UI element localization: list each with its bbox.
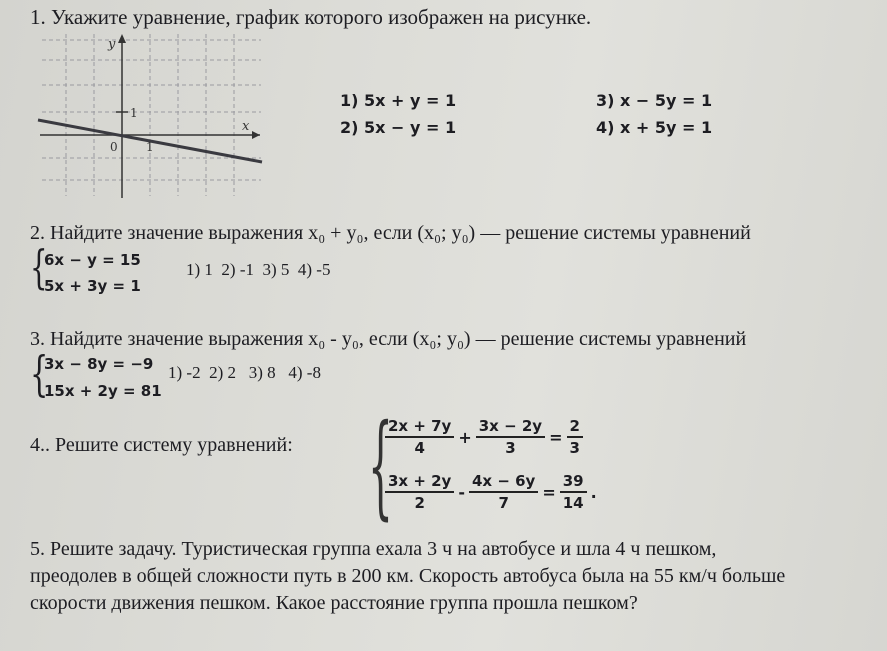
q4-eq2-result-den: 14 (562, 494, 584, 512)
q4-brace: { (368, 401, 393, 531)
q4-equation-1 (384, 417, 584, 457)
graph-origin-label: 0 (110, 140, 118, 154)
q2-title: 2. Найдите значение выражения x₀ + y₀, если (x₀; y₀) — решение системы уравнений (30, 222, 751, 244)
q4-eq2-frac1 (385, 472, 454, 512)
q1-graph (36, 30, 264, 200)
q1-option-1: 1) 5x + y = 1 (340, 91, 457, 110)
q2-system-eq2: 5x + 3y = 1 (44, 277, 141, 295)
q1-title: 1. Укажите уравнение, график которого изображен на рисунке. (30, 5, 592, 29)
q4-eq2-result (560, 472, 587, 512)
q4-eq1-frac1-den: 4 (414, 439, 425, 457)
q3-brace: { (30, 346, 49, 402)
q4-eq2-op: - (458, 482, 465, 502)
q2-system-eq1: 6x − y = 15 (44, 251, 141, 269)
q4-eq2-frac2 (469, 472, 538, 512)
graph-tick-x1: 1 (146, 140, 154, 154)
q4-eq1-frac2 (476, 417, 545, 457)
q4-eq1-frac1 (385, 417, 454, 457)
q5-line-3: скорости движения пешком. Какое расстояние группа прошла пешком? (30, 592, 638, 614)
q1-option-4: 4) x + 5y = 1 (596, 118, 713, 137)
q4-eq2-frac2-num: 4x − 6y (469, 472, 538, 493)
q4-eq2-period: . (590, 482, 597, 502)
q5-line-2: преодолев в общей сложности путь в 200 км. Скорость автобуса была на 55 км/ч больше (30, 565, 786, 587)
q4-eq2-frac1-den: 2 (414, 494, 425, 512)
graph-y-label: y (108, 37, 116, 52)
q4-eq2-frac1-num: 3x + 2y (385, 472, 454, 493)
graph-tick-y1: 1 (130, 106, 138, 120)
q4-eq2-equals: = (542, 482, 556, 502)
q4-equation-2 (384, 472, 600, 512)
q4-eq1-result-den: 3 (569, 439, 580, 457)
q4-eq1-equals: = (549, 427, 563, 447)
q2-brace: { (30, 240, 48, 294)
q4-eq1-frac1-num: 2x + 7y (385, 417, 454, 438)
q4-eq2-result-num: 39 (560, 472, 587, 493)
q1-option-3: 3) x − 5y = 1 (596, 91, 713, 110)
q4-title: 4.. Решите систему уравнений: (30, 434, 293, 456)
q4-eq1-op: + (458, 427, 472, 447)
q4-eq1-result-num: 2 (567, 417, 583, 438)
q4-eq1-frac2-den: 3 (505, 439, 516, 457)
q4-eq1-result (567, 417, 583, 457)
q2-answers: 1) 1 2) -1 3) 5 4) -5 (186, 260, 331, 279)
q1-option-2: 2) 5x − y = 1 (340, 118, 457, 137)
graph-x-label: x (242, 119, 250, 134)
q3-answers: 1) -2 2) 2 3) 8 4) -8 (168, 363, 321, 382)
q3-system-eq1: 3x − 8y = −9 (44, 355, 154, 373)
q3-title: 3. Найдите значение выражения x₀ - y₀, если (x₀; y₀) — решение системы уравнений (30, 328, 747, 350)
q4-eq1-frac2-num: 3x − 2y (476, 417, 545, 438)
q5-line-1: 5. Решите задачу. Туристическая группа ехала 3 ч на автобусе и шла 4 ч пешком, (30, 538, 717, 560)
q4-eq2-frac2-den: 7 (498, 494, 509, 512)
q3-system-eq2: 15x + 2y = 81 (44, 382, 162, 400)
